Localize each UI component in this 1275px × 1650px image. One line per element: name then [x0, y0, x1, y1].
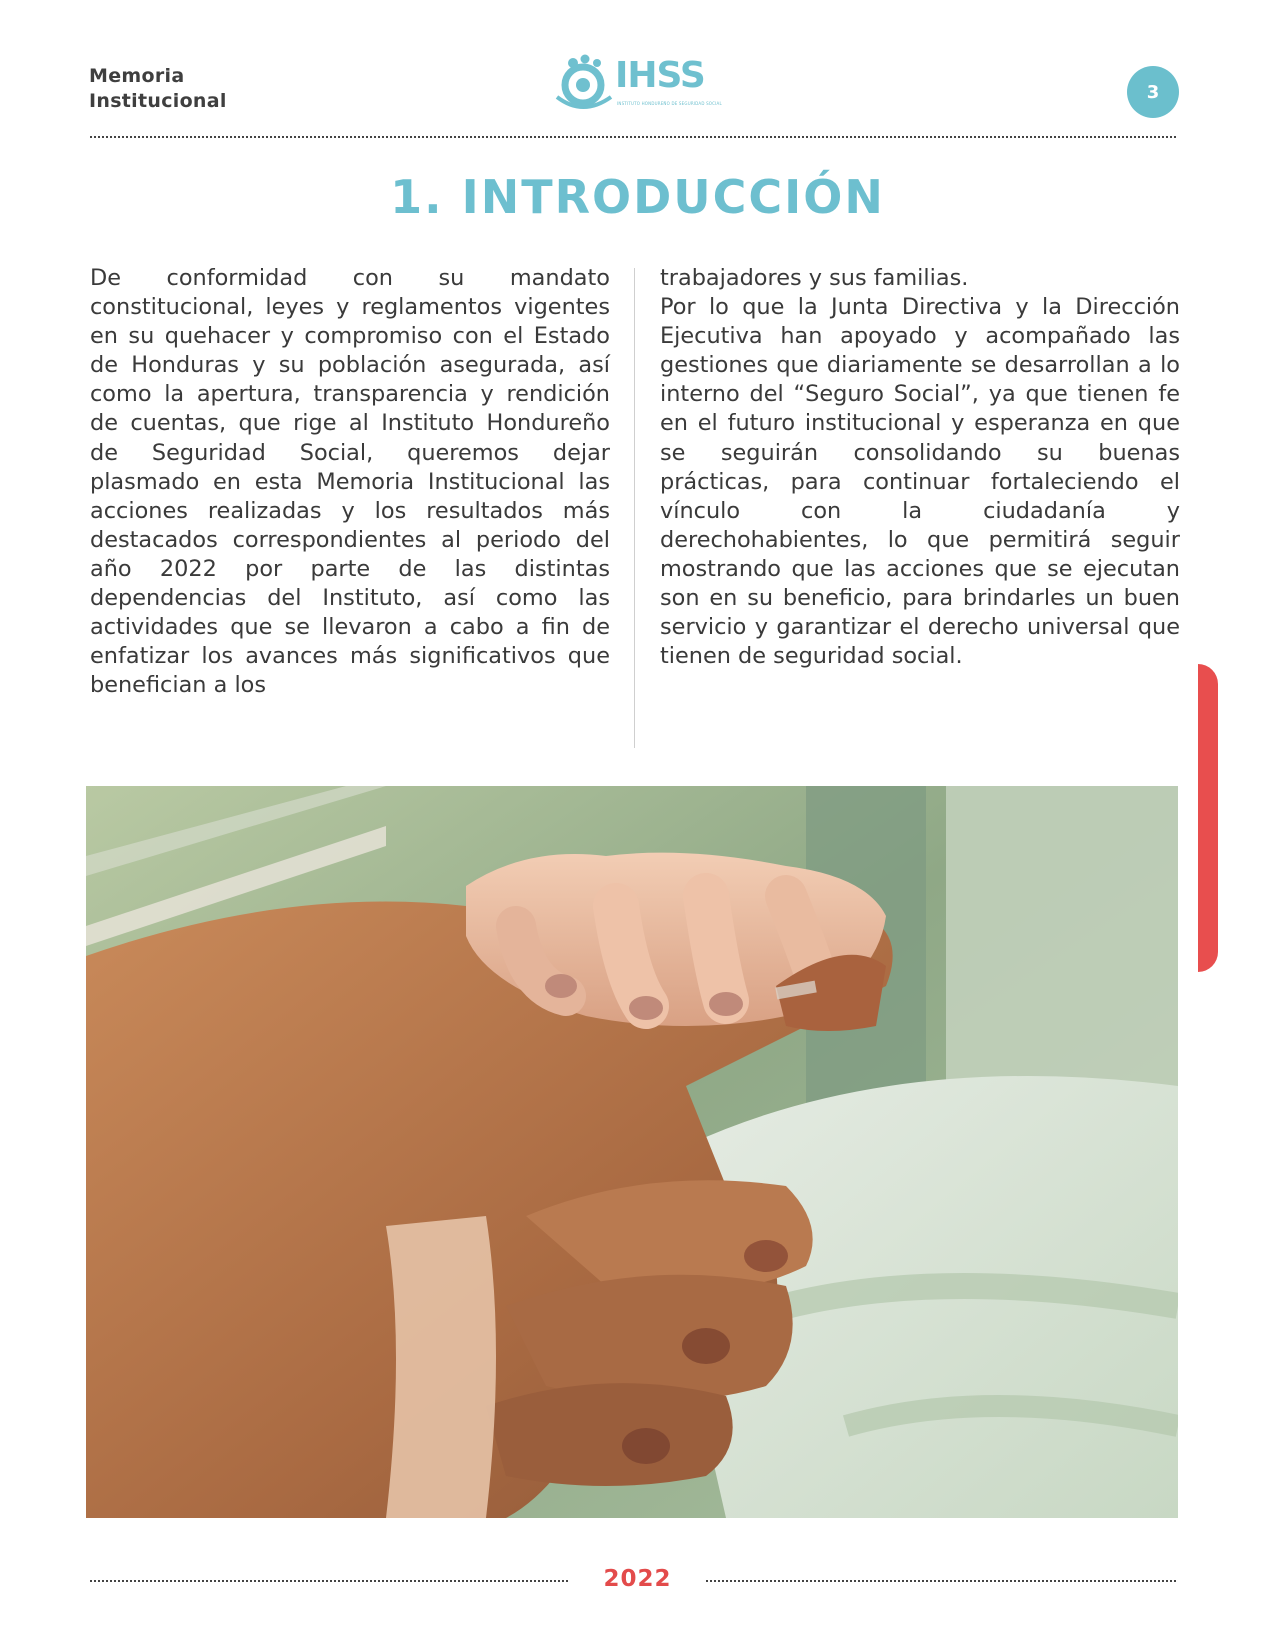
body-paragraph: De conformidad con su mandato constitucional, leyes y reglamentos vigentes en su quehacer y compromiso con el Estado de Honduras y su población asegurada, así como la apertura, transparencia y rendición de cuentas, que rige al Instituto Hondureño de Seguridad Social, queremos dejar plasmado en esta Memoria Institucional las acciones realizadas y los resultados más destacados correspondientes al periodo del año 2022 por parte de las distintas dependencias del Instituto, así como las actividades que se llevaron a cabo a fin de enfatizar los avances más significativos que benefician a los	[90, 265, 610, 699]
ihss-logo	[553, 51, 723, 117]
footer-year: 2022	[603, 1566, 672, 1592]
hands-photo	[86, 786, 1178, 1518]
page-number-badge: 3	[1127, 66, 1179, 118]
logo-subtitle: INSTITUTO HONDUREÑO DE SEGURIDAD SOCIAL	[617, 101, 722, 106]
side-tab-accent	[1198, 664, 1218, 972]
body-left-column	[90, 264, 610, 700]
body-paragraph: Por lo que la Junta Directiva y la Dirección Ejecutiva han apoyado y acompañado las gestiones que diariamente se desarrollan a lo interno del “Seguro Social”, ya que tienen fe en el futuro institucional y esperanza en que se seguirán consolidando su buenas prácticas, para continuar fortaleciendo el vínculo con la ciudadanía y derechohabientes, lo que permitirá seguir mostrando que las acciones que se ejecutan son en su beneficio, para brindarles un buen servicio y garantizar el derecho universal que tienen de seguridad social.	[660, 294, 1180, 670]
logo-text: IHSS	[615, 55, 705, 96]
family-emblem-icon	[553, 51, 615, 111]
body-paragraph-continuation: trabajadores y sus familias.	[660, 265, 969, 291]
section-title: 1. INTRODUCCIÓN	[390, 170, 885, 224]
header-label	[89, 64, 227, 114]
hands-photo-illustration	[86, 786, 1178, 1518]
column-separator	[634, 268, 635, 748]
header-divider	[90, 136, 1176, 138]
body-right-column	[660, 264, 1180, 671]
header-label-line1: Memoria	[89, 65, 185, 87]
header-label-line2: Institucional	[89, 90, 227, 112]
